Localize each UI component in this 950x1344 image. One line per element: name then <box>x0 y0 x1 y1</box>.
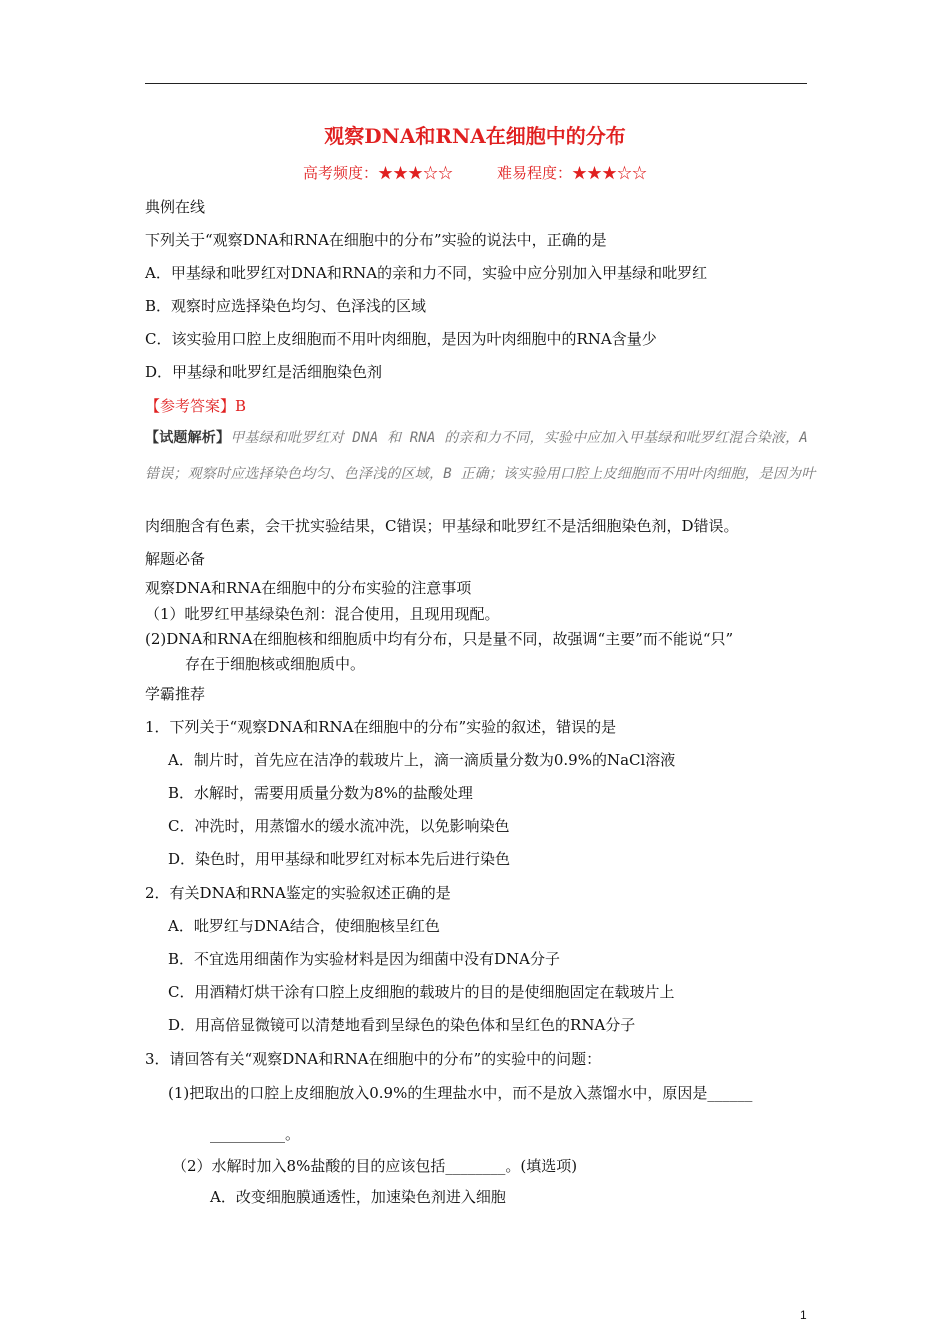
q2-option-c: C．用酒精灯烘干涂有口腔上皮细胞的载玻片的目的是使细胞固定在载玻片上 <box>168 983 675 1001</box>
q1-option-c: C．冲洗时，用蒸馏水的缓水流冲洗，以免影响染色 <box>168 817 510 835</box>
rating-line <box>0 162 950 184</box>
example-question: 下列关于“观察DNA和RNA在细胞中的分布”实验的说法中，正确的是 <box>145 231 607 249</box>
analysis-line-1: 【试题解析】甲基绿和吡罗红对 DNA 和 RNA 的亲和力不同，实验中应加入甲基绿和吡罗红混合染液，A <box>145 430 808 446</box>
analysis-label: 【试题解析】 <box>145 430 231 446</box>
q3-stem: 3．请回答有关“观察DNA和RNA在细胞中的分布”的实验中的问题： <box>145 1050 602 1068</box>
q2-stem: 2．有关DNA和RNA鉴定的实验叙述正确的是 <box>145 884 451 902</box>
page-number: 1 <box>800 1308 807 1322</box>
q2-option-a: A．吡罗红与DNA结合，使细胞核呈红色 <box>168 917 440 935</box>
example-option-c: C．该实验用口腔上皮细胞而不用叶肉细胞，是因为叶肉细胞中的RNA含量少 <box>145 330 657 348</box>
answer-label: 【参考答案】 <box>145 397 236 415</box>
answer-line <box>145 395 246 417</box>
analysis-line-3: 肉细胞含有色素，会干扰实验结果，C错误；甲基绿和吡罗红不是活细胞染色剂，D错误。 <box>145 517 739 535</box>
q2-option-d: D．用高倍显微镜可以清楚地看到呈绿色的染色体和呈红色的RNA分子 <box>168 1016 636 1034</box>
q3-sub1-blank: __________。 <box>210 1125 301 1143</box>
section-heading-essentials: 解题必备 <box>145 550 206 568</box>
section-heading-practice: 学霸推荐 <box>145 685 206 703</box>
example-option-a: A．甲基绿和吡罗红对DNA和RNA的亲和力不同，实验中应分别加入甲基绿和吡罗红 <box>145 264 708 282</box>
section-heading-example: 典例在线 <box>145 198 206 216</box>
q1-option-d: D．染色时，用甲基绿和吡罗红对标本先后进行染色 <box>168 850 511 868</box>
frequency-rating: 高考频度：★★★☆☆ <box>302 164 453 182</box>
essentials-subheading: 观察DNA和RNA在细胞中的分布实验的注意事项 <box>145 579 472 597</box>
essentials-point-2-cont: 存在于细胞核或细胞质中。 <box>185 655 366 673</box>
q3-sub2: （2）水解时加入8%盐酸的目的应该包括________。(填选项) <box>172 1157 578 1175</box>
page-title: 观察DNA和RNA在细胞中的分布 <box>324 124 626 148</box>
q1-option-a: A．制片时，首先应在洁净的载玻片上，滴一滴质量分数为0.9%的NaCl溶液 <box>168 751 676 769</box>
header-rule <box>145 83 807 84</box>
essentials-point-2: (2)DNA和RNA在细胞核和细胞质中均有分布，只是量不同，故强调“主要”而不能说“只” <box>145 630 734 648</box>
q3-sub2-option-a: A．改变细胞膜通透性，加速染色剂进入细胞 <box>210 1188 506 1206</box>
answer-value: B <box>235 397 247 415</box>
q3-sub1: (1)把取出的口腔上皮细胞放入0.9%的生理盐水中，而不是放入蒸馏水中，原因是______ <box>168 1084 753 1102</box>
example-option-d: D．甲基绿和吡罗红是活细胞染色剂 <box>145 363 383 381</box>
q1-option-b: B．水解时，需要用质量分数为8%的盐酸处理 <box>168 784 473 802</box>
analysis-line-2: 错误；观察时应选择染色均匀、色泽浅的区域，B 正确；该实验用口腔上皮细胞而不用叶肉细胞，是因为叶 <box>145 466 816 482</box>
essentials-point-1: （1）吡罗红甲基绿染色剂：混合使用，且现用现配。 <box>145 605 500 623</box>
difficulty-rating: 难易程度：★★★☆☆ <box>497 164 648 182</box>
example-option-b: B．观察时应选择染色均匀、色泽浅的区域 <box>145 297 427 315</box>
q2-option-b: B．不宜选用细菌作为实验材料是因为细菌中没有DNA分子 <box>168 950 561 968</box>
q1-stem: 1．下列关于“观察DNA和RNA在细胞中的分布”实验的叙述，错误的是 <box>145 718 617 736</box>
